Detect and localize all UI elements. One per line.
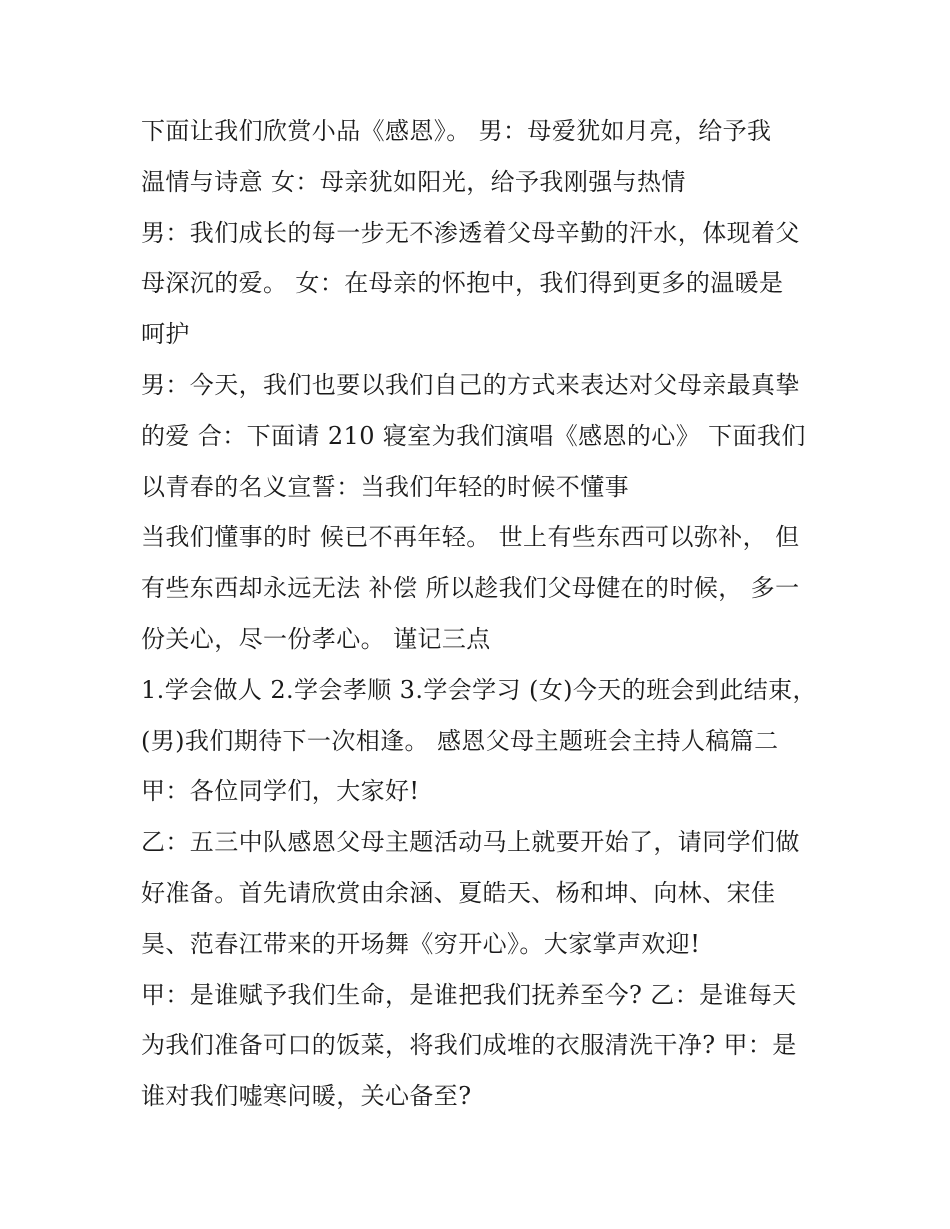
text-line: 下面让我们欣赏小品《感恩》。 男：母爱犹如月亮，给予我 xyxy=(141,117,772,145)
text-line: 份关心，尽一份孝心。 谨记三点 xyxy=(141,624,491,653)
text-line: 以青春的名义宣誓：当我们年轻的时候不懂事 xyxy=(141,472,629,501)
text-line: 为我们准备可口的饭菜，将我们成堆的衣服清洗干净? 甲：是 xyxy=(141,1031,797,1060)
text-line: 呵护 xyxy=(141,320,190,349)
text-line: 当我们懂事的时 候已不再年轻。 世上有些东西可以弥补， 但 xyxy=(141,523,800,552)
document-body xyxy=(141,106,821,1122)
text-line: 的爱 合：下面请 210 寝室为我们演唱《感恩的心》 下面我们 xyxy=(141,421,806,450)
text-line: 乙：五三中队感恩父母主题活动马上就要开始了，请同学们做 xyxy=(141,828,800,857)
text-line: 昊、范春江带来的开场舞《穷开心》。大家掌声欢迎! xyxy=(141,929,701,958)
text-line: 温情与诗意 女：母亲犹如阳光，给予我刚强与热情 xyxy=(141,167,686,196)
text-line: 1.学会做人 2.学会孝顺 3.学会学习 (女)今天的班会到此结束， xyxy=(141,675,817,704)
text-line: 有些东西却永远无法 补偿 所以趁我们父母健在的时候， 多一 xyxy=(141,574,800,603)
text-line: 母深沉的爱。 女：在母亲的怀抱中，我们得到更多的温暖是 xyxy=(141,269,784,298)
text-line: 男：今天，我们也要以我们自己的方式来表达对父母亲最真挚 xyxy=(141,370,800,399)
text-line: 谁对我们嘘寒问暖，关心备至? xyxy=(141,1082,472,1111)
text-line: 男：我们成长的每一步无不渗透着父母辛勤的汗水，体现着父 xyxy=(141,218,800,247)
text-line: 好准备。首先请欣赏由余涵、夏皓天、杨和坤、向林、宋佳 xyxy=(141,878,776,907)
text-line: (男)我们期待下一次相逢。 感恩父母主题班会主持人稿篇二 xyxy=(141,726,779,755)
text-line: 甲：各位同学们，大家好! xyxy=(141,777,420,806)
text-line: 甲：是谁赋予我们生命，是谁把我们抚养至今? 乙：是谁每天 xyxy=(141,980,797,1009)
